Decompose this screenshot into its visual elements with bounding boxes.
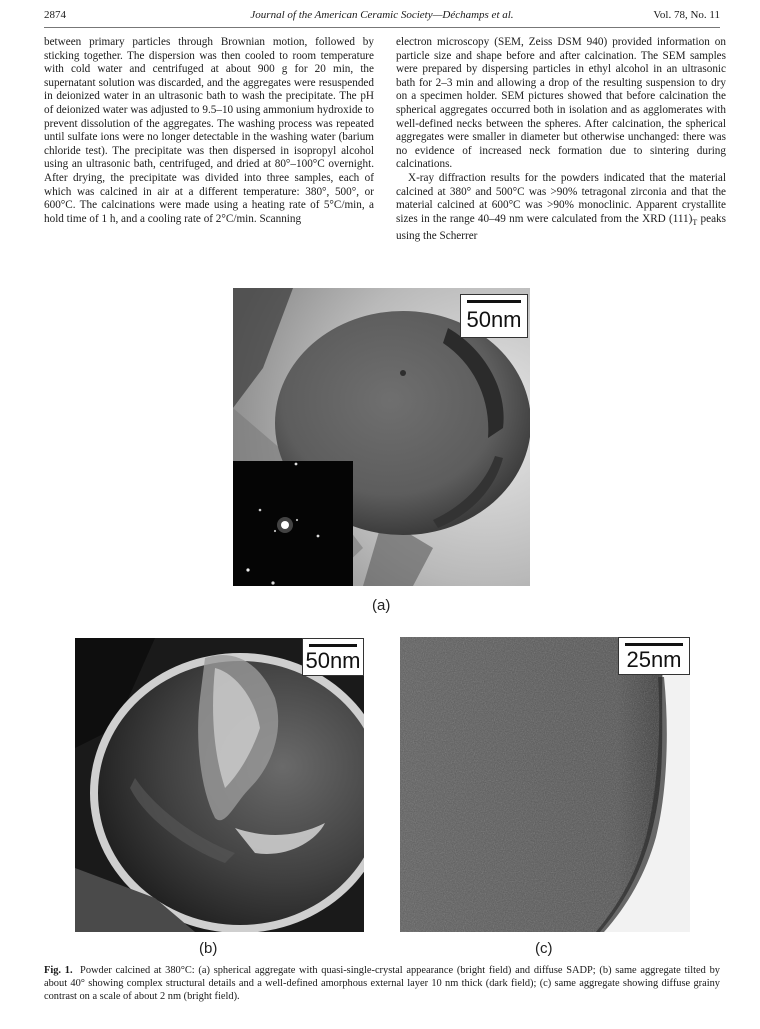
paragraph-left: between primary particles through Brownian motion, followed by sticking together. The dispersion was then cooled to room temperature with cold water and centrifuged at about 900 g for 20 min, the supernatant solution was discarded, and the aggregates were resuspended in deionized water in an ultrasonic bath to wash the precipitate. The pH of deionized water was adjusted to 9.5–10 using ammonium hydroxide to prevent dissolution of the aggregates. The washing process was repeated until sulfate ions were no longer detectable in the washing water (barium chloride test). The precipitate was then dispersed in isopropyl alcohol using an ultrasonic bath, centrifuged, and dried at 80°–100°C overnight. After drying, the precipitate was divided into three samples, each of which was calcined in air at a different temperature: 380°, 500°, or 600°C. The calcinations were made using a heating rate of 5°C/min, a hold time of 1 h, and a cooling rate of 2°C/min. Scanning xyxy=(44,36,374,225)
caption-text: Powder calcined at 380°C: (a) spherical aggregate with quasi-single-crystal appearance (bright field) and diffuse SADP; (b) same aggregate tilted by about 40° showing complex structural details and a well-defined amorphous external layer 10 nm thick (dark field); (c) same aggregate showing diffuse grainy contrast on a scale of about 2 nm (bright field). xyxy=(44,965,720,1002)
paragraph-xrd xyxy=(396,172,726,243)
scale-line xyxy=(309,644,357,647)
scale-label: 25nm xyxy=(626,647,682,672)
header-rule xyxy=(44,27,720,28)
scale-bar-b xyxy=(302,638,364,676)
panel-label-c: (c) xyxy=(535,940,553,957)
xrd-text-start: X-ray diffraction results for the powders indicated that the material calcined at 380° and 500°C was >90% tetragonal zirconia and that the material calcined at 600°C was >90% monoclinic. Apparent crystallite sizes in the range 40–49 nm were calculated from the XRD (111) xyxy=(396,171,726,225)
scale-line xyxy=(625,643,683,646)
micrograph-a xyxy=(233,288,530,586)
micrograph-b xyxy=(75,638,364,932)
text-column-left xyxy=(44,36,374,226)
panel-label-b: (b) xyxy=(199,940,218,957)
xrd-text-end: peaks using the Scherrer xyxy=(396,212,726,242)
volume-issue: Vol. 78, No. 11 xyxy=(653,9,720,21)
micrograph-b-image xyxy=(75,638,364,932)
panel-label-a: (a) xyxy=(372,597,391,614)
journal-title: Journal of the American Ceramic Society—Déchamps et al. xyxy=(250,9,514,21)
page-number: 2874 xyxy=(44,9,66,21)
running-header xyxy=(44,9,720,25)
micrograph-c xyxy=(400,637,690,932)
scale-bar-a xyxy=(460,294,528,338)
caption-label: Fig. 1. xyxy=(44,965,73,976)
text-column-right xyxy=(396,36,726,243)
micrograph-c-image xyxy=(400,637,690,932)
scale-line xyxy=(467,300,521,303)
figure-caption xyxy=(44,964,720,1003)
scale-bar-c xyxy=(618,637,690,675)
paragraph-sem: electron microscopy (SEM, Zeiss DSM 940) provided information on particle size and shape before and after calcination. The SEM samples were prepared by dispersing particles in ethyl alcohol in an ultrasonic bath for 2–3 min and allowing a drop of the resulting suspension to dry on a specimen holder. SEM pictures showed that before calcination the spherical aggregates occurred both in isolation and as agglomerates with well-defined necks between the spheres. After calcination, the spherical aggregates were smaller in diameter but otherwise unchanged: there was no evidence of increased neck formation due to sintering during calcinations. xyxy=(396,36,726,171)
scale-label: 50nm xyxy=(305,648,361,673)
xrd-subscript: T xyxy=(692,217,698,227)
scale-label: 50nm xyxy=(466,307,522,332)
